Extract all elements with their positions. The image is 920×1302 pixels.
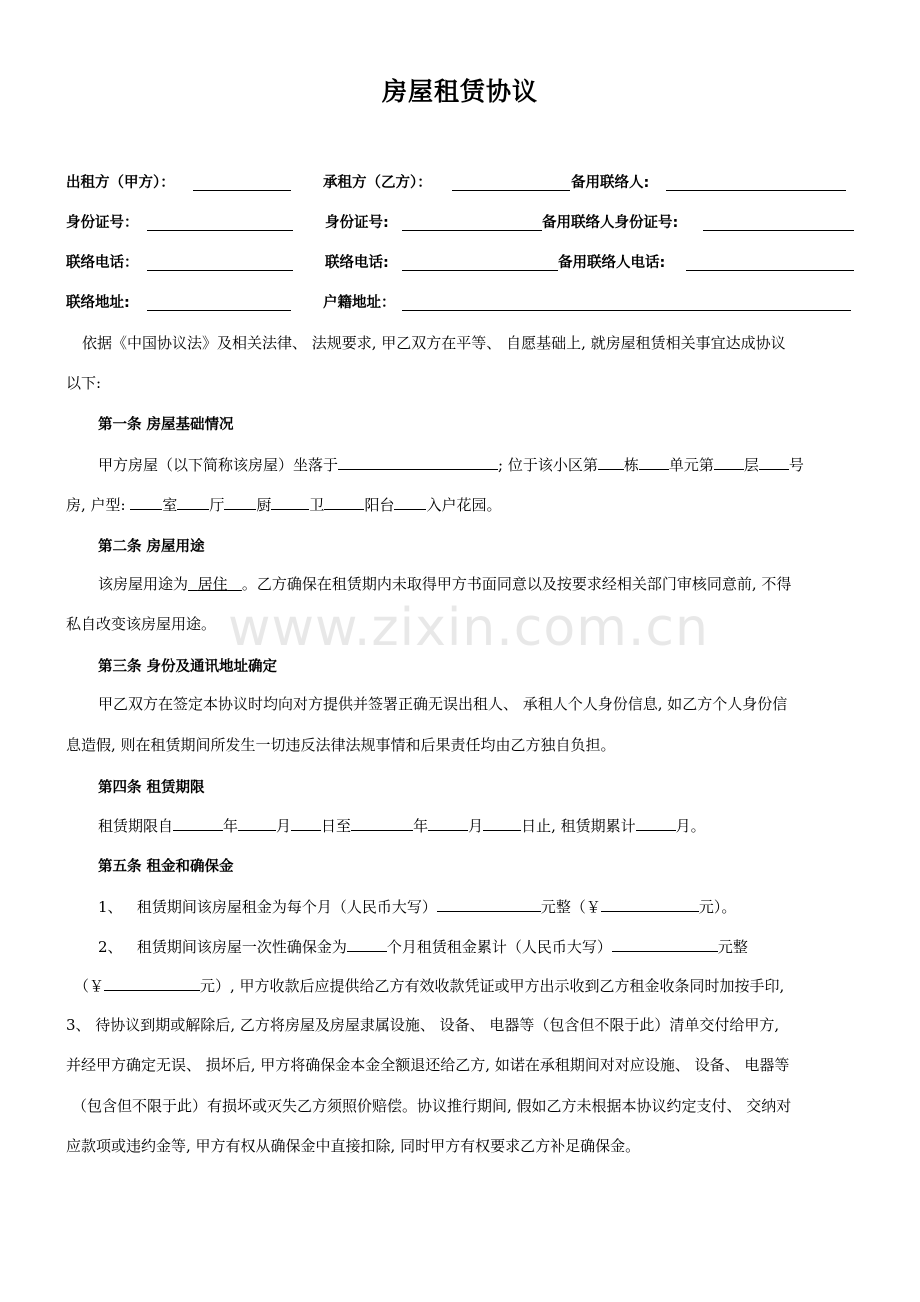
balcony-blank[interactable]: [324, 493, 364, 510]
item-2-yuan-text: 元整: [717, 938, 748, 956]
garden-blank[interactable]: [394, 493, 426, 510]
art4-to-text: 日至: [321, 817, 352, 835]
item-2-yen-text: （￥: [74, 977, 105, 995]
article-5-heading: 第五条 租金和确保金: [98, 859, 234, 875]
art1-balcony-text: 阳台: [364, 496, 395, 514]
lessee-id-blank[interactable]: [402, 230, 542, 231]
art2-use-text: 该房屋用途为: [98, 575, 189, 593]
backup-contact-label: 备用联络人:: [571, 175, 650, 191]
room-no-blank[interactable]: [759, 453, 789, 470]
article-4-heading: 第四条 租赁期限: [98, 780, 205, 796]
article-1-line-2: [66, 493, 501, 515]
intro-line-1: 依据《中国协议法》及相关法律、 法规要求, 甲乙双方在平等、 自愿基础上, 就房屋租赁相关事宜达成协议: [82, 334, 786, 352]
lessee-label: 承租方（乙方）：: [323, 175, 432, 191]
article-5-item-2: [98, 935, 748, 957]
backup-contact-blank[interactable]: [666, 190, 846, 191]
watermark: www.zixin.com.cn: [228, 598, 709, 658]
art1-number-text: 号: [788, 456, 804, 474]
art1-layout-text: 房, 户型:: [66, 496, 126, 514]
article-5-item-3-line-4: 应款项或违约金等, 甲方有权从确保金中直接扣除, 同时甲方有权要求乙方补足确保金。: [66, 1137, 641, 1155]
floor-blank[interactable]: [714, 453, 744, 470]
lessor-blank[interactable]: [193, 190, 291, 191]
lessee-phone-blank[interactable]: [402, 270, 558, 271]
article-1-line-1: [98, 453, 804, 475]
usage-value-text: 居住: [197, 575, 228, 593]
art4-year2-text: 年: [413, 817, 429, 835]
lessor-address-label: 联络地址:: [66, 295, 130, 311]
article-2-line-1: [98, 573, 791, 595]
deposit-months-blank[interactable]: [347, 935, 387, 952]
document-title: 房屋租赁协议: [381, 77, 538, 106]
end-year-blank[interactable]: [351, 814, 413, 831]
art4-from-text: 租赁期限自: [98, 817, 174, 835]
rooms-blank[interactable]: [130, 493, 162, 510]
art1-unit-text: 单元第: [668, 456, 714, 474]
art4-total-text: 日止, 租赁期累计: [521, 817, 636, 835]
monthly-rent-words-blank[interactable]: [437, 895, 541, 912]
household-address-blank[interactable]: [402, 310, 851, 311]
backup-id-blank[interactable]: [703, 230, 854, 231]
lessor-phone-label: 联络电话：: [66, 255, 139, 271]
unit-blank[interactable]: [639, 453, 669, 470]
item-1-end-text: 元）。: [698, 898, 737, 916]
item-2-text: 租赁期间该房屋一次性确保金为: [136, 938, 347, 956]
article-2-heading: 第二条 房屋用途: [98, 539, 205, 555]
usage-value[interactable]: [188, 575, 242, 593]
end-day-blank[interactable]: [483, 814, 521, 831]
article-2-line-2: 私自改变该房屋用途。: [66, 615, 217, 633]
art4-months-text: 月。: [675, 817, 706, 835]
backup-phone-label: 备用联络人电话:: [558, 255, 666, 271]
lessor-phone-blank[interactable]: [147, 270, 293, 271]
item-2-receipt-text: 元）, 甲方收款后应提供给乙方有效收款凭证或甲方出示收到乙方租金收条同时加按手印,: [200, 977, 785, 995]
kitchens-blank[interactable]: [224, 493, 256, 510]
lessor-address-blank[interactable]: [147, 310, 291, 311]
art4-year-text: 年: [223, 817, 239, 835]
item-2-words-text: 个月租赁租金累计（人民币大写）: [386, 938, 612, 956]
location-blank[interactable]: [338, 453, 498, 470]
start-month-blank[interactable]: [238, 814, 276, 831]
intro-line-2: 以下:: [66, 374, 102, 392]
item-2-number: 2、: [98, 938, 123, 956]
halls-blank[interactable]: [177, 493, 209, 510]
total-months-blank[interactable]: [636, 814, 676, 831]
deposit-words-blank[interactable]: [612, 935, 718, 952]
monthly-rent-amount-blank[interactable]: [601, 895, 699, 912]
art1-garden-text: 入户花园。: [426, 496, 502, 514]
item-1-yuan-text: 元整（￥: [540, 898, 601, 916]
art1-bath-text: 卫: [309, 496, 325, 514]
lessor-id-blank[interactable]: [147, 230, 293, 231]
building-blank[interactable]: [598, 453, 624, 470]
article-5-item-3-line-1: 3、 待协议到期或解除后, 乙方将房屋及房屋隶属设施、 设备、 电器等（包含但不限于此）清单交付给甲方,: [66, 1016, 780, 1034]
art1-room-text: 室: [162, 496, 178, 514]
lessor-label: 出租方（甲方）：: [66, 175, 175, 191]
article-1-heading: 第一条 房屋基础情况: [98, 417, 234, 433]
article-5-item-3-line-2: 并经甲方确定无误、 损坏后, 甲方将确保金本金全额退还给乙方, 如诺在承租期间对对应设施、 设备、 电器等: [66, 1056, 790, 1074]
article-3-heading: 第三条 身份及通讯地址确定: [98, 659, 278, 675]
start-year-blank[interactable]: [173, 814, 223, 831]
article-5-item-2-cont: [74, 974, 784, 996]
lessor-id-label: 身份证号：: [66, 215, 139, 231]
bathrooms-blank[interactable]: [271, 493, 309, 510]
art1-floor-text: 层: [743, 456, 759, 474]
art4-month-text: 月: [276, 817, 292, 835]
article-4-line-1: [98, 814, 706, 836]
deposit-amount-blank[interactable]: [104, 974, 200, 991]
art1-community-text: ; 位于该小区第: [498, 456, 598, 474]
backup-id-label: 备用联络人身份证号:: [542, 215, 679, 231]
item-1-text: 租赁期间该房屋租金为每个月（人民币大写）: [136, 898, 437, 916]
article-5-item-1: [98, 895, 736, 917]
household-address-label: 户籍地址：: [323, 295, 396, 311]
end-month-blank[interactable]: [428, 814, 468, 831]
article-3-line-2: 息造假, 则在租赁期间所发生一切违反法律法规事情和后果责任均由乙方独自负担。: [66, 736, 616, 754]
lessee-id-label: 身份证号:: [325, 215, 389, 231]
art1-hall-text: 厅: [209, 496, 225, 514]
art4-month2-text: 月: [468, 817, 484, 835]
backup-phone-blank[interactable]: [686, 270, 854, 271]
item-1-number: 1、: [98, 898, 123, 916]
article-5-item-3-line-3: （包含但不限于此）有损坏或灭失乙方须照价赔偿。协议推行期间, 假如乙方未根据本协议约定支付、 交纳对: [72, 1097, 792, 1115]
art2-guarantee-text: 。乙方确保在租赁期内未取得甲方书面同意以及按要求经相关部门审核同意前, 不得: [241, 575, 792, 593]
lessee-blank[interactable]: [452, 190, 570, 191]
article-3-line-1: 甲乙双方在签定本协议时均向对方提供并签署正确无误出租人、 承租人个人身份信息, 如乙方个人身份信: [98, 695, 788, 713]
art1-kitchen-text: 厨: [256, 496, 272, 514]
start-day-blank[interactable]: [291, 814, 321, 831]
art1-location-text: 甲方房屋（以下简称该房屋）坐落于: [98, 456, 339, 474]
lessee-phone-label: 联络电话:: [325, 255, 389, 271]
art1-building-text: 栋: [623, 456, 639, 474]
